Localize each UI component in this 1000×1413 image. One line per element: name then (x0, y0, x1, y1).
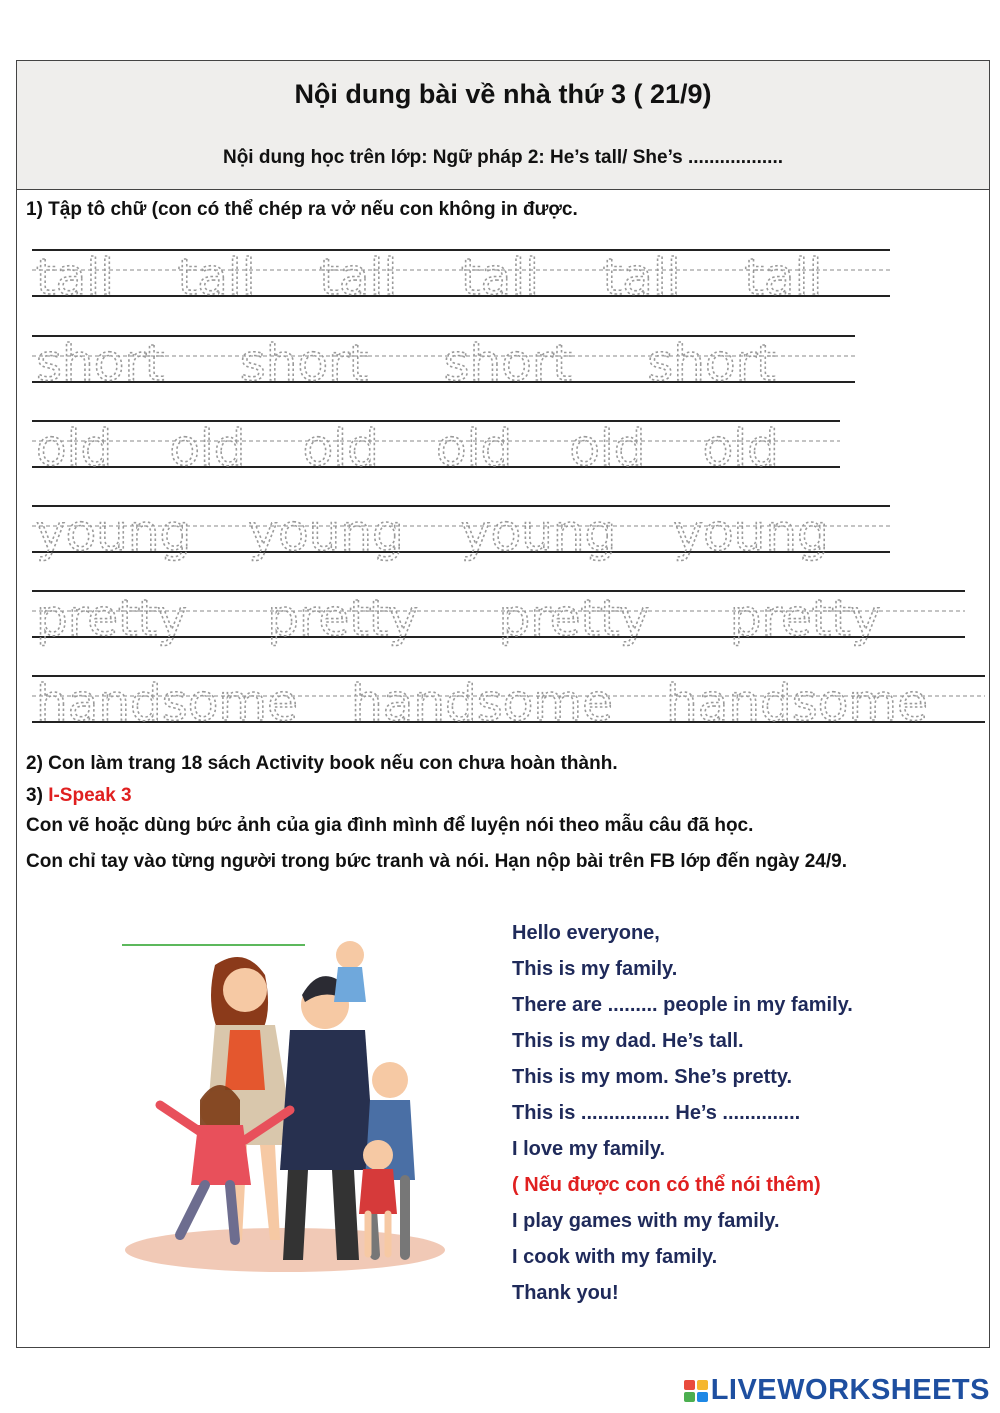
trace-word: handsome (351, 674, 613, 732)
speech-line: This is ................ He’s .............. (512, 1102, 801, 1124)
worksheet-title: Nội dung bài về nhà thứ 3 ( 21/9) (17, 61, 989, 128)
trace-word: young (461, 504, 617, 562)
trace-word: tall (36, 248, 115, 306)
speech-line: There are ......... people in my family. (512, 994, 853, 1016)
worksheet-subtitle: Nội dung học trên lớp: Ngữ pháp 2: He’s tall/ She’s .................. (17, 127, 989, 190)
trace-word: pretty (498, 589, 650, 647)
speech-line: Hello everyone, (512, 922, 660, 944)
speech-line: I love my family. (512, 1138, 666, 1160)
trace-row-old (30, 415, 846, 477)
ispeak-number: 3) (26, 785, 49, 806)
activity-book-instruction: 2) Con làm trang 18 sách Activity book nếu con chưa hoàn thành. (26, 753, 618, 774)
speech-line: ( Nếu được con có thể nói thêm) (512, 1174, 821, 1196)
ispeak-heading (26, 785, 132, 807)
trace-word: old (36, 419, 113, 477)
speech-line: I cook with my family. (512, 1246, 718, 1268)
trace-word: tall (602, 248, 681, 306)
ispeak-instruction-2: Con chỉ tay vào từng người trong bức tranh và nói. Hạn nộp bài trên FB lớp đến ngày 24/9. (26, 851, 847, 872)
trace-word: short (36, 334, 165, 392)
trace-word: old (302, 419, 379, 477)
trace-word: young (248, 504, 404, 562)
trace-word: young (673, 504, 829, 562)
trace-word: handsome (36, 674, 298, 732)
trace-word: young (36, 504, 192, 562)
trace-row-tall (30, 244, 896, 306)
trace-row-pretty (30, 585, 971, 647)
trace-word: tall (319, 248, 398, 306)
trace-word: old (702, 419, 779, 477)
trace-word: handsome (666, 674, 928, 732)
trace-word: old (436, 419, 513, 477)
trace-row-handsome (30, 670, 991, 732)
trace-word: pretty (36, 589, 187, 647)
speech-line: This is my mom. She’s pretty. (512, 1066, 793, 1088)
speech-line: I play games with my family. (512, 1210, 780, 1232)
ispeak-instruction-1: Con vẽ hoặc dùng bức ảnh của gia đình mình để luyện nói theo mẫu câu đã học. (26, 815, 754, 836)
trace-word: pretty (267, 589, 419, 647)
ispeak-title: I-Speak 3 (48, 785, 132, 806)
liveworksheets-logo (684, 1374, 990, 1407)
trace-word: old (569, 419, 646, 477)
trace-word: short (443, 334, 572, 392)
trace-word: pretty (729, 589, 881, 647)
trace-word: tall (744, 248, 823, 306)
trace-row-young (30, 500, 896, 562)
brand-name: LIVEWORKSHEETS (710, 1374, 990, 1406)
speech-line: This is my family. (512, 958, 678, 980)
trace-word: short (239, 334, 369, 392)
trace-word: old (169, 419, 246, 477)
speech-line: This is my dad. He’s tall. (512, 1030, 744, 1052)
trace-word: tall (461, 248, 540, 306)
trace-word: tall (177, 248, 256, 306)
speech-line: Thank you! (512, 1282, 619, 1304)
trace-row-short (30, 330, 861, 392)
trace-word: short (647, 334, 776, 392)
liveworksheets-logo-icon (684, 1380, 708, 1402)
tracing-instruction: 1) Tập tô chữ (con có thể chép ra vở nếu con không in được. (26, 199, 578, 220)
family-illustration (120, 925, 455, 1275)
